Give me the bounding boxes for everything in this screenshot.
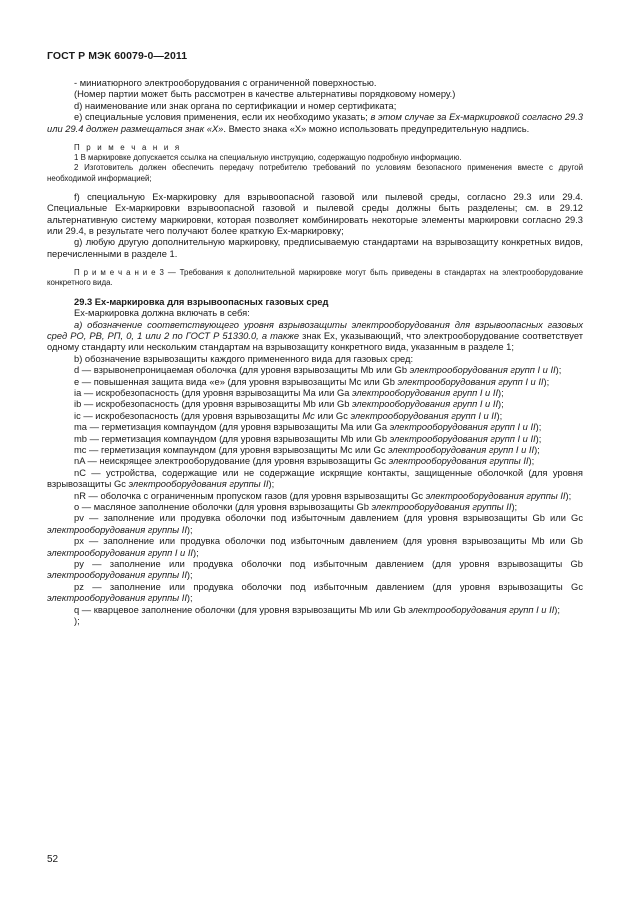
paragraph: - миниатюрного электрооборудования с ограниченной поверхностью. xyxy=(74,78,377,88)
text-span: электрооборудования групп I и II xyxy=(408,604,555,615)
document-header: ГОСТ Р МЭК 60079-0—2011 xyxy=(47,50,188,62)
text-span: электрооборудования групп I и II xyxy=(397,376,544,387)
list-item xyxy=(47,411,583,422)
list-item xyxy=(47,377,583,388)
text-span: электрооборудования групп I и II xyxy=(389,433,536,444)
list-item xyxy=(47,582,583,605)
page-number: 52 xyxy=(47,854,59,865)
text-span: электрооборудования групп I и II xyxy=(352,387,499,398)
text-span: ma — герметизация компаундом (для уровня взрывозащиты Ma или Ga xyxy=(74,422,390,433)
document-body xyxy=(47,78,583,627)
section-heading: 29.3 Ex-маркировка для взрывоопасных газовых сред xyxy=(74,296,329,307)
note-item: 1 В маркировке допускается ссылка на специальную инструкцию, содержащую подробную информацию. xyxy=(74,153,462,163)
punctuation: ); xyxy=(186,524,193,535)
punctuation: ); xyxy=(186,570,193,581)
text-span: электрооборудования группы II xyxy=(47,593,187,604)
text-span: электрооборудования групп I и II xyxy=(47,547,194,558)
text-span: электрооборудования групп I и II xyxy=(352,399,499,410)
punctuation: ); xyxy=(543,376,550,387)
list-item xyxy=(47,422,583,433)
text-span: Mc xyxy=(302,410,315,421)
list-item xyxy=(47,605,583,616)
text-span: e — повышенная защита вида «e» (для уровня взрывозащиты Mc или Gb xyxy=(74,376,398,387)
list-item xyxy=(47,456,583,467)
text-span: ia — искробезопасность (для уровня взрывозащиты Ma или Ga xyxy=(74,387,353,398)
text-span: электрооборудования группы II xyxy=(388,456,529,467)
list-item xyxy=(47,502,583,513)
list-item xyxy=(47,445,583,456)
punctuation: ); xyxy=(565,490,572,501)
list-item xyxy=(47,434,583,445)
text-span: ib — искробезопасность (для уровня взрывозащиты Mb или Gb xyxy=(74,399,353,410)
text-span: nA — неискрящее электрооборудование (для уровня взрывозащиты Gc xyxy=(74,456,389,467)
text-span: o — масляное заполнение оболочки (для уровня взрывозащиты Gb xyxy=(74,502,372,512)
text-span: py — заполнение или продувка оболочки под избыточным давлением (для уровня взрывозащиты Gb xyxy=(74,559,583,570)
text-span: px — заполнение или продувка оболочки под избыточным давлением (для уровня взрывозащиты Mb или Gb xyxy=(74,536,583,547)
text-span: q — кварцевое заполнение оболочки (для уровня взрывозащиты Mb или Gb xyxy=(74,604,409,615)
text-span: электрооборудования групп I и II xyxy=(409,365,556,376)
punctuation: ); xyxy=(193,547,199,558)
punctuation: ); xyxy=(534,444,540,455)
text-span: электрооборудования групп I и II xyxy=(388,444,535,455)
paragraph: g) любую другую дополнительную маркировку, предписываемую стандартами на взрывозащиту конкретных видов, перечисленными в разделе 1. xyxy=(47,237,583,259)
paragraph: (Номер партии может быть рассмотрен в качестве альтернативы порядковому номеру.) xyxy=(74,89,456,100)
text-span: электрооборудования групп I и II xyxy=(389,422,536,433)
punctuation: ); xyxy=(186,593,193,604)
note-heading: П р и м е ч а н и я xyxy=(74,143,182,153)
text-span: ic — искробезопасность (для уровня взрывозащиты xyxy=(74,410,303,421)
list-item xyxy=(47,536,583,559)
text-span: а) обозначение соответствующего уровня взрывозащиты электрооборудования для взрывоопасных газовых сред РО, РВ, РП, 0, 1 или 2 по ГОСТ Р 51330.0, а также xyxy=(47,319,583,341)
text-span: знак Ex, указывающий, что электрооборудование соответствует одному стандарту или нескольким стандартам на взрывозащиту конкретного вида, указанным в разделе 1; xyxy=(47,330,583,353)
list-item xyxy=(47,513,583,536)
text-span: или Gc xyxy=(314,410,351,421)
list-item xyxy=(47,468,583,491)
paragraph: f) специальную Ex-маркировку для взрывоопасной газовой или пылевой среды, согласно 29.3 или 29.4. Специальные Ex-маркировки взрывоопасной газовой и пылевой среды должны быть разделены; см. в 29.12 альтернативную систему маркировки, которая позволяет комбинировать некоторые элементы маркировки согласно 29.3 или 29.4, в результате чего получают более краткую Ex-маркировку; xyxy=(47,191,583,237)
punctuation: ); xyxy=(496,410,503,421)
text-span: электрооборудования группы II xyxy=(47,524,187,535)
list-item xyxy=(47,491,583,502)
note-item: 2 Изготовитель должен обеспечить передачу потребителю требований по условиям безопасного применения вместе с другой необходимой информацией; xyxy=(47,163,583,183)
paragraph: Ex-маркировка должна включать в себя: xyxy=(74,308,250,319)
punctuation: ); xyxy=(268,479,275,490)
text-span: электрооборудования группы II xyxy=(371,502,512,512)
punctuation: ); xyxy=(535,422,542,433)
punctuation: ); xyxy=(555,365,562,376)
list-item xyxy=(47,559,583,582)
punctuation: ); xyxy=(535,433,542,444)
text-span: nR — оболочка с ограниченным пропуском газов (для уровня взрывозащиты Gc xyxy=(74,490,426,501)
text-span: nC — устройства, содержащие или не содержащие искрящие контакты, защищенные оболочкой (для уровня взрывозащиты Gc xyxy=(47,467,583,490)
punctuation: ); xyxy=(528,456,535,467)
list-item xyxy=(47,388,583,399)
text-span: pz — заполнение или продувка оболочки под избыточным давлением (для уровня взрывозащиты Gc xyxy=(74,581,583,592)
text-span: в этом случае за Ex-маркировкой согласно 29.3 или 29.4 должен размещаться знак «X» xyxy=(47,112,583,134)
text-span: электрооборудования группы II xyxy=(47,570,187,581)
punctuation: ); xyxy=(511,502,518,512)
paragraph: d) наименование или знак органа по сертификации и номер сертификата; xyxy=(74,100,397,111)
text-span: электрооборудования группы II xyxy=(128,479,269,490)
text-span: mc — герметизация компаундом (для уровня взрывозащиты Mc или Gc xyxy=(74,444,389,455)
punctuation: ); xyxy=(554,604,561,615)
text-span: e) специальные условия применения, если их необходимо указать; xyxy=(74,112,371,123)
paragraph xyxy=(47,112,583,135)
paragraph: b) обозначение взрывозащиты каждого примененного вида для газовых сред: xyxy=(74,353,414,364)
list-item xyxy=(47,365,583,376)
punctuation: ); xyxy=(498,399,504,410)
punctuation: ); xyxy=(74,616,80,627)
text-span: pv — заполнение или продувка оболочки под избыточным давлением (для уровня взрывозащиты Gb или Gc xyxy=(74,513,583,524)
text-span: mb — герметизация компаундом (для уровня взрывозащиты Mb или Gb xyxy=(74,433,390,444)
note-item: П р и м е ч а н и е 3 — Требования к дополнительной маркировке могут быть приведены в стандартах на электрооборудование конкретного вида. xyxy=(47,268,583,288)
list-item xyxy=(47,616,583,627)
paragraph xyxy=(47,320,583,354)
text-span: d — взрывонепроницаемая оболочка (для уровня взрывозащиты Mb или Gb xyxy=(74,365,410,376)
punctuation: ); xyxy=(498,387,504,398)
list-item xyxy=(47,399,583,410)
text-span: электрооборудования групп I и II xyxy=(350,410,497,421)
text-span: . Вместо знака «X» можно использовать предупредительную надпись. xyxy=(223,123,530,134)
text-span: электрооборудования группы II xyxy=(425,490,566,501)
